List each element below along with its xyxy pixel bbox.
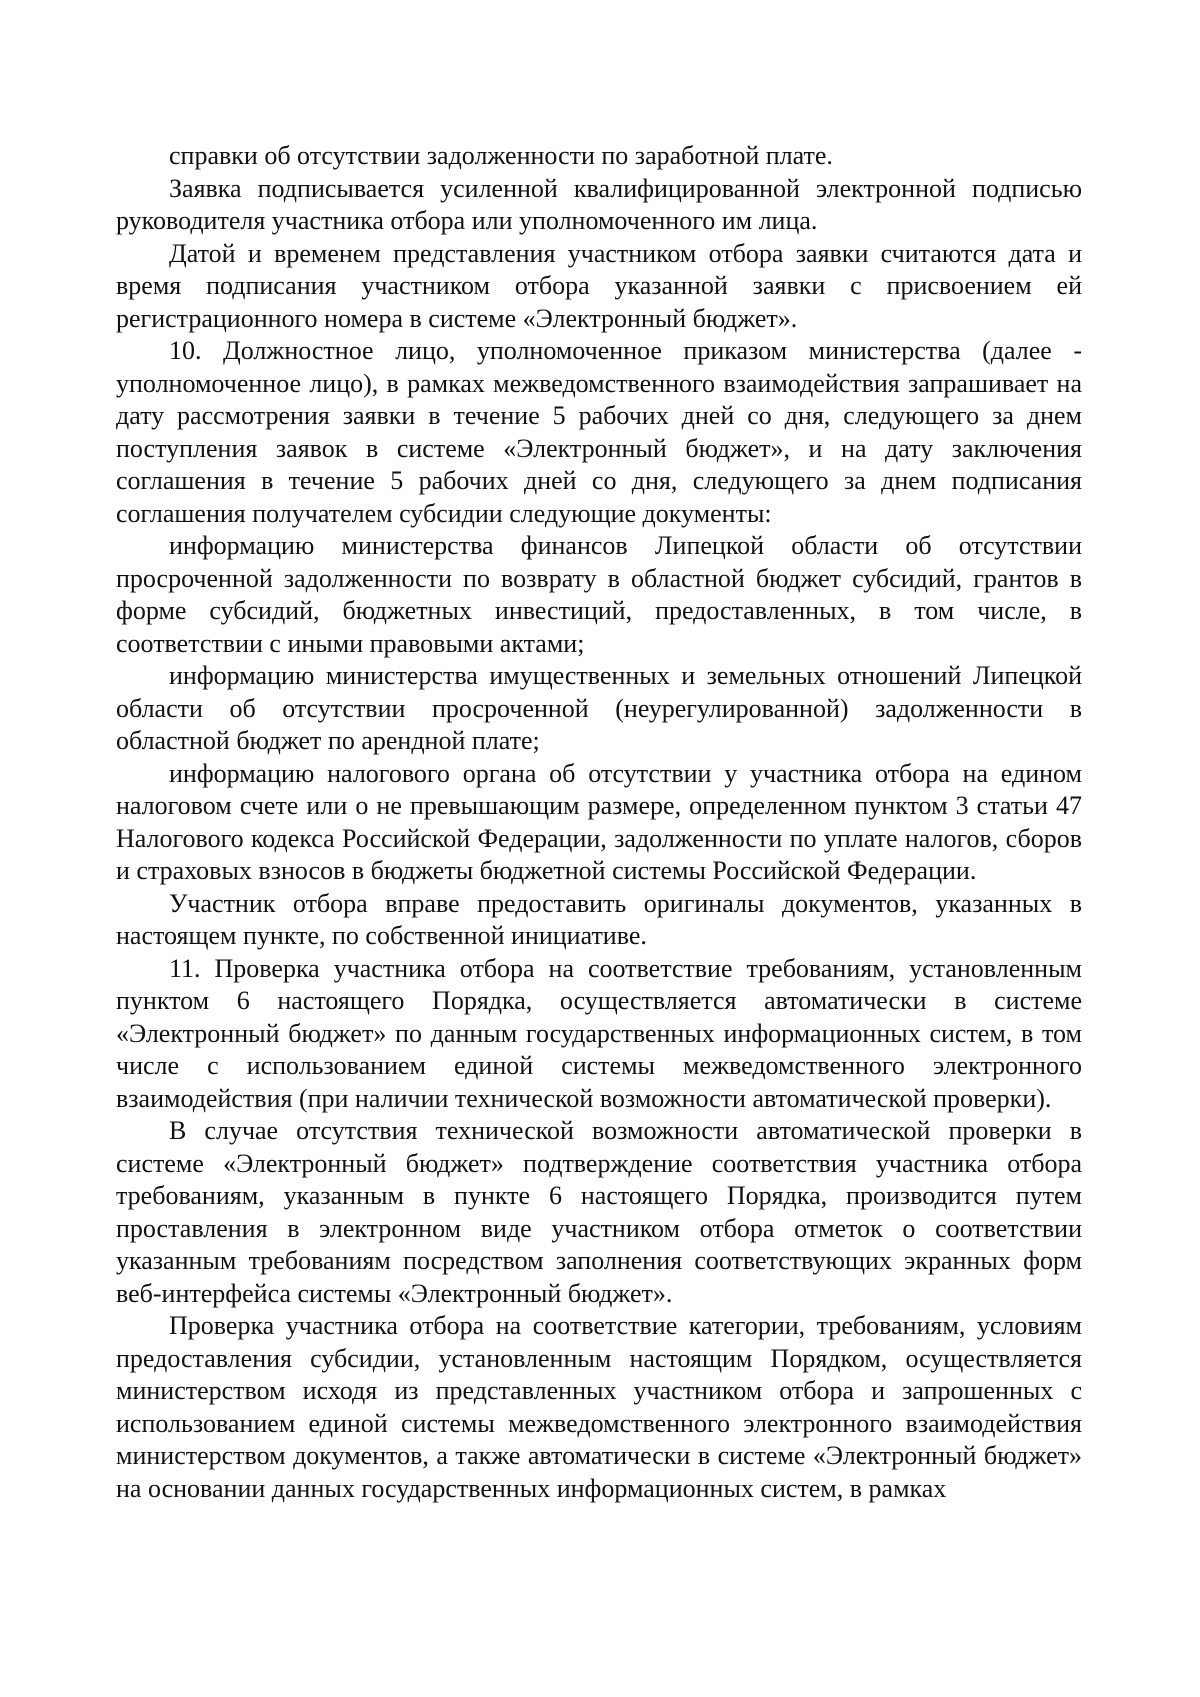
paragraph-signature: Заявка подписывается усиленной квалифицированной электронной подписью руководителя участника отбора или уполномоченного им лица. [116,173,1082,235]
paragraph-ministry-check: Проверка участника отбора на соответствие категории, требованиям, условиям предоставления субсидии, установленным настоящим Порядком, осуществляется министерством исходя из представленных участником отбора и запрошенных с использованием единой системы межведомственного электронного взаимодействия министерством документов, а также автоматически в системе «Электронный бюджет» на основании данных государственных информационных систем, в рамках [116,1311,1082,1503]
paragraph-property-ministry-info: информацию министерства имущественных и земельных отношений Липецкой области об отсутствии просроченной (неурегулированной) задолженности в областной бюджет по арендной плате; [116,661,1082,755]
document-page [116,140,1082,1505]
paragraph-manual-confirmation: В случае отсутствия технической возможности автоматической проверки в системе «Электронный бюджет» подтверждение соответствия участника отбора требованиям, указанным в пункте 6 настоящего Порядка, производится путем проставления в электронном виде участником отбора отметок о соответствии указанным требованиям посредством заполнения соответствующих экранных форм веб-интерфейса системы «Электронный бюджет». [116,1116,1082,1308]
paragraph-originals-initiative: Участник отбора вправе предоставить оригиналы документов, указанных в настоящем пункте, по собственной инициативе. [116,888,1082,950]
paragraph-item-10: 10. Должностное лицо, уполномоченное приказом министерства (далее - уполномоченное лицо), в рамках межведомственного взаимодействия запрашивает на дату рассмотрения заявки в течение 5 рабочих дней со дня, следующего за днем поступления заявок в системе «Электронный бюджет», и на дату заключения соглашения в течение 5 рабочих дней со дня, следующего за днем подписания соглашения получателем субсидии следующие документы: [116,336,1082,528]
paragraph-finance-ministry-info: информацию министерства финансов Липецкой области об отсутствии просроченной задолженности по возврату в областной бюджет субсидий, грантов в форме субсидий, бюджетных инвестиций, предоставленных, в том числе, в соответствии с иными правовыми актами; [116,531,1082,658]
paragraph-certificate-end: справки об отсутствии задолженности по заработной плате. [169,141,833,170]
paragraph-submission-date: Датой и временем представления участником отбора заявки считаются дата и время подписания участником отбора указанной заявки с присвоением ей регистрационного номера в системе «Электронный бюджет». [116,238,1082,333]
paragraph-item-11: 11. Проверка участника отбора на соответствие требованиям, установленным пунктом 6 настоящего Порядка, осуществляется автоматически в системе «Электронный бюджет» по данным государственных информационных систем, в том числе с использованием единой системы межведомственного электронного взаимодействия (при наличии технической возможности автоматической проверки). [116,953,1082,1113]
paragraph-tax-authority-info: информацию налогового органа об отсутствии у участника отбора на едином налоговом счете или о не превышающим размере, определенном пунктом 3 статьи 47 Налогового кодекса Российской Федерации, задолженности по уплате налогов, сборов и страховых взносов в бюджеты бюджетной системы Российской Федерации. [116,758,1082,885]
